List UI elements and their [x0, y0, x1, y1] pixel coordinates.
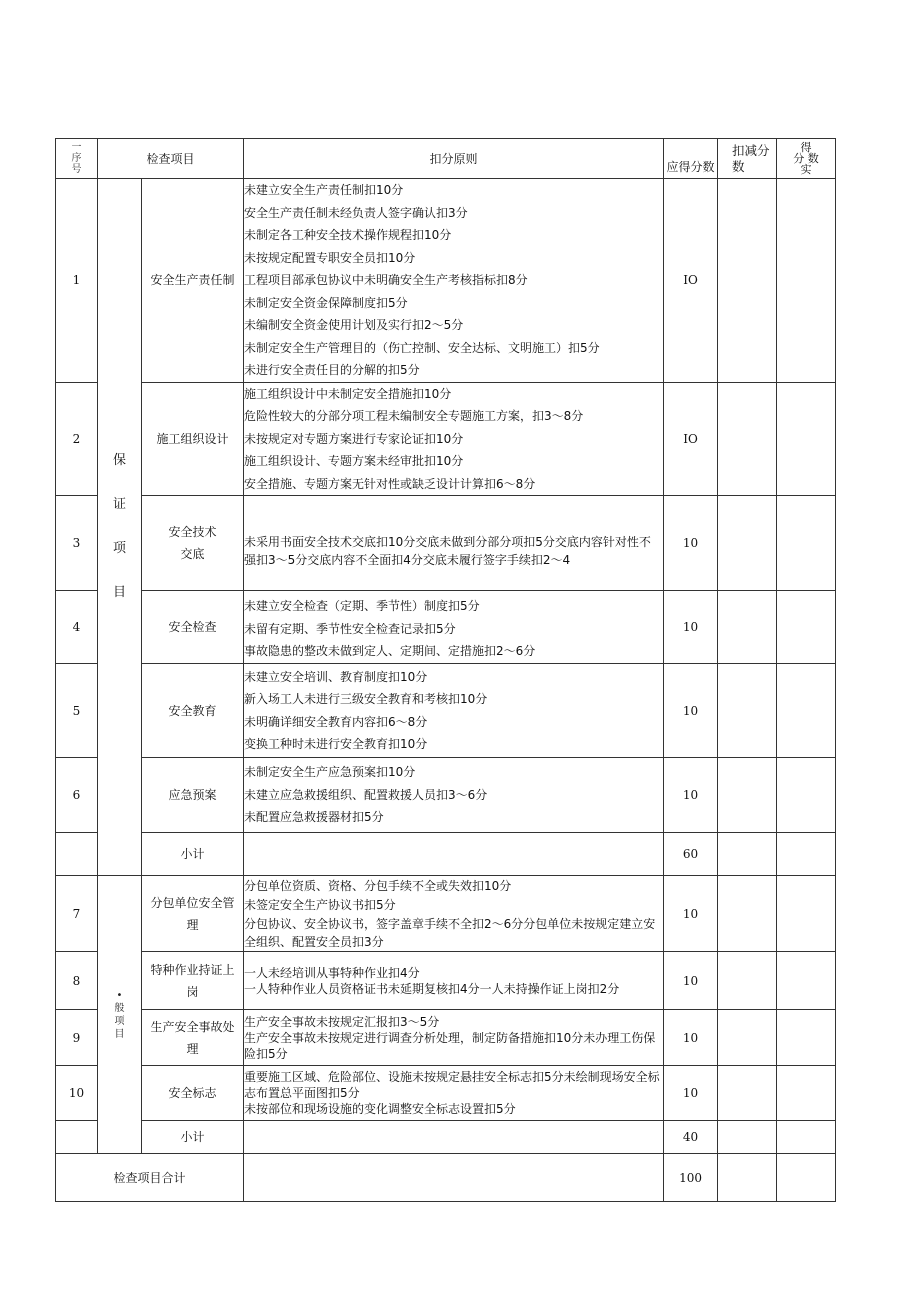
row-seq: [56, 1121, 98, 1154]
table-row: [56, 664, 836, 758]
subtotal-row: [56, 1121, 836, 1154]
row-item-name-line: 理: [186, 1041, 199, 1056]
subtotal-label: 小计: [142, 1121, 244, 1154]
category-char: •: [116, 989, 123, 1001]
row-due-score: 10: [664, 1066, 718, 1121]
row-item-name: 安全标志: [142, 1066, 244, 1121]
header-deduct-1: 扣减分: [732, 142, 770, 158]
header-deduct: [718, 139, 777, 179]
row-due-score: IO: [664, 179, 718, 383]
rule-text: 未编制安全资金使用计划及实行扣2～5分: [244, 318, 464, 332]
rule-text: 未制定安全生产管理目的（伤亡控制、安全达标、文明施工）扣5分: [244, 340, 600, 355]
category-char: 般: [114, 1002, 125, 1014]
table-row: [56, 591, 836, 664]
table-header-row: [56, 139, 836, 179]
total-row: [56, 1154, 836, 1202]
row-rules: [244, 952, 664, 1010]
row-item-name-line: 特种作业持证上: [150, 962, 235, 977]
row-deduct-cell: [718, 382, 777, 496]
row-actual-cell: [777, 591, 836, 664]
row-rules: [244, 591, 664, 664]
rule-text: 事故隐患的整改未做到定人、定期间、定措施扣2～6分: [244, 644, 536, 658]
rule-text: 生产安全事故未按规定汇报扣3～5分: [244, 1014, 440, 1029]
row-rules: [244, 876, 664, 952]
row-seq: 9: [56, 1010, 98, 1066]
row-rules: [244, 1154, 664, 1202]
row-seq: 4: [56, 591, 98, 664]
row-deduct-cell: [718, 496, 777, 591]
rule-text: 未按规定配置专职安全员扣10分: [244, 250, 416, 265]
category-char: 保: [112, 453, 126, 468]
row-rules: [244, 1010, 664, 1066]
rule-text: 未制定安全生产应急预案扣10分: [244, 765, 416, 780]
row-actual-cell: [777, 664, 836, 758]
rule-text: 施工组织设计、专题方案未经审批扣10分: [244, 454, 464, 468]
category-char: 项: [114, 1015, 125, 1027]
row-item-name: [142, 496, 244, 591]
rule-text: 分包协议、安全协议书，签字盖章手续不全扣2～6分分包单位未按规定建立安全组织、配置安全员扣3分: [244, 916, 656, 949]
rule-text: 新入场工人未进行三级安全教育和考核扣10分: [244, 692, 488, 706]
row-deduct-cell: [718, 1066, 777, 1121]
row-due-score: 10: [664, 496, 718, 591]
row-deduct-cell: [718, 876, 777, 952]
row-rules: [244, 833, 664, 876]
row-deduct-cell: [718, 1154, 777, 1202]
row-actual-cell: [777, 179, 836, 383]
row-actual-cell: [777, 833, 836, 876]
table-row: [56, 758, 836, 833]
rule-text: 安全生产责任制未经负责人签字确认扣3分: [244, 205, 468, 220]
row-actual-cell: [777, 758, 836, 833]
row-item-name: [142, 1010, 244, 1066]
header-seq-mid: 序: [71, 153, 82, 164]
row-deduct-cell: [718, 952, 777, 1010]
row-actual-cell: [777, 1066, 836, 1121]
row-due-score: 10: [664, 591, 718, 664]
category-char: 目: [112, 585, 126, 600]
header-actual-2: 分 数: [793, 152, 819, 165]
inspection-score-table: [55, 138, 836, 1202]
table-row: [56, 1066, 836, 1121]
header-due-score: 应得分数: [664, 139, 718, 179]
rule-text: 未留有定期、季节性安全检查记录扣5分: [244, 621, 456, 636]
row-item-name: [142, 952, 244, 1010]
rule-text: 未按部位和现场设施的变化调整安全标志设置扣5分: [244, 1102, 516, 1116]
row-rules: [244, 1121, 664, 1154]
subtotal-score: 40: [664, 1121, 718, 1154]
table-row: [56, 382, 836, 496]
row-deduct-cell: [718, 1121, 777, 1154]
row-item-name: 施工组织设计: [142, 382, 244, 496]
row-seq: 6: [56, 758, 98, 833]
rule-text: 未明确详细安全教育内容扣6～8分: [244, 714, 428, 729]
row-deduct-cell: [718, 664, 777, 758]
row-actual-cell: [777, 496, 836, 591]
subtotal-score: 60: [664, 833, 718, 876]
row-due-score: 10: [664, 758, 718, 833]
row-seq: 7: [56, 876, 98, 952]
total-score: 100: [664, 1154, 718, 1202]
row-actual-cell: [777, 952, 836, 1010]
table-row: [56, 179, 836, 383]
table-row: [56, 952, 836, 1010]
header-seq-bottom: 号: [71, 164, 82, 175]
row-seq: 3: [56, 496, 98, 591]
row-rules: [244, 496, 664, 591]
row-item-name-line: 理: [186, 917, 199, 932]
row-due-score: 10: [664, 664, 718, 758]
row-item-name: 安全教育: [142, 664, 244, 758]
subtotal-row: [56, 833, 836, 876]
row-item-name-line: 交底: [180, 547, 205, 561]
row-seq: 2: [56, 382, 98, 496]
row-item-name: 安全检查: [142, 591, 244, 664]
header-seq-top: 一: [71, 142, 82, 153]
rule-text: 安全措施、专题方案无针对性或缺乏设计计算扣6～8分: [244, 476, 536, 491]
rule-text: 生产安全事故未按规定进行调查分析处理，制定防备措施扣10分未办理工伤保险扣5分: [244, 1030, 656, 1061]
row-seq: 8: [56, 952, 98, 1010]
row-item-name: [142, 876, 244, 952]
table-row: [56, 1010, 836, 1066]
category-char: 项: [112, 541, 126, 556]
category-guarantee: [98, 179, 142, 876]
row-due-score: 10: [664, 876, 718, 952]
row-actual-cell: [777, 876, 836, 952]
row-deduct-cell: [718, 179, 777, 383]
total-label: 检查项目合计: [56, 1154, 244, 1202]
rule-text: 一人未经培训从事特种作业扣4分: [244, 965, 420, 980]
rule-text: 未建立安全检查（定期、季节性）制度扣5分: [244, 599, 480, 613]
header-actual: [777, 139, 836, 179]
rule-text: 未建立应急救援组织、配置救援人员扣3～6分: [244, 787, 488, 802]
table-row: [56, 496, 836, 591]
row-rules: [244, 758, 664, 833]
category-char: 目: [114, 1028, 125, 1040]
row-deduct-cell: [718, 1010, 777, 1066]
header-item: 检查项目: [98, 139, 244, 179]
row-item-name-line: 安全技术: [168, 525, 217, 539]
category-char: 证: [112, 497, 126, 512]
row-seq: 5: [56, 664, 98, 758]
row-rules: [244, 1066, 664, 1121]
rule-text: 重要施工区域、危险部位、设施未按规定悬挂安全标志扣5分未绘制现场安全标志布置总平面图扣5分: [244, 1070, 660, 1100]
rule-text: 工程项目部承包协议中未明确安全生产考核指标扣8分: [244, 273, 528, 287]
row-seq: [56, 833, 98, 876]
rule-text: 未配置应急救援器材扣5分: [244, 810, 384, 825]
row-item-name-line: 生产安全事故处: [150, 1019, 235, 1034]
header-rule: 扣分原则: [244, 139, 664, 179]
row-seq: 1: [56, 179, 98, 383]
row-rules: [244, 664, 664, 758]
rule-text: 危险性较大的分部分项工程未编制安全专题施工方案，扣3～8分: [244, 409, 584, 423]
subtotal-label: 小计: [142, 833, 244, 876]
table-row: [56, 876, 836, 952]
rule-text: 分包单位资质、资格、分包手续不全或失效扣10分: [244, 878, 512, 893]
rule-text: 未进行安全责任目的分解的扣5分: [244, 363, 420, 377]
rule-text: 未制定安全资金保障制度扣5分: [244, 295, 408, 310]
header-deduct-2: 数: [732, 158, 745, 174]
row-item-name-line: 岗: [186, 984, 199, 999]
rule-text: 未按规定对专题方案进行专家论证扣10分: [244, 431, 464, 446]
row-item-name: 安全生产责任制: [142, 179, 244, 383]
row-rules: [244, 382, 664, 496]
row-item-name: 应急预案: [142, 758, 244, 833]
row-item-name-line: 分包单位安全管: [150, 895, 235, 910]
row-deduct-cell: [718, 591, 777, 664]
row-actual-cell: [777, 382, 836, 496]
row-due-score: IO: [664, 382, 718, 496]
row-actual-cell: [777, 1010, 836, 1066]
category-general: [98, 876, 142, 1154]
row-actual-cell: [777, 1121, 836, 1154]
row-due-score: 10: [664, 952, 718, 1010]
row-actual-cell: [777, 1154, 836, 1202]
rule-text: 施工组织设计中未制定安全措施扣10分: [244, 386, 452, 401]
row-rules: [244, 179, 664, 383]
row-due-score: 10: [664, 1010, 718, 1066]
row-seq: 10: [56, 1066, 98, 1121]
header-actual-1: 得: [800, 141, 812, 154]
rule-text: 未采用书面安全技术交底扣10分交底未做到分部分项扣5分交底内容针对性不强扣3～5分交底内容不全面扣4分交底未履行签字手续扣2～4: [244, 535, 651, 567]
rule-text: 未制定各工种安全技术操作规程扣10分: [244, 228, 452, 242]
rule-text: 一人特种作业人员资格证书未延期复核扣4分一人未持操作证上岗扣2分: [244, 981, 620, 996]
header-seq: [56, 139, 98, 179]
row-deduct-cell: [718, 833, 777, 876]
row-deduct-cell: [718, 758, 777, 833]
rule-text: 变换工种时未进行安全教育扣10分: [244, 737, 428, 751]
rule-text: 未建立安全生产责任制扣10分: [244, 183, 404, 197]
rule-text: 未建立安全培训、教育制度扣10分: [244, 669, 428, 684]
header-actual-3: 实: [800, 163, 812, 176]
rule-text: 未签定安全生产协议书扣5分: [244, 897, 396, 912]
